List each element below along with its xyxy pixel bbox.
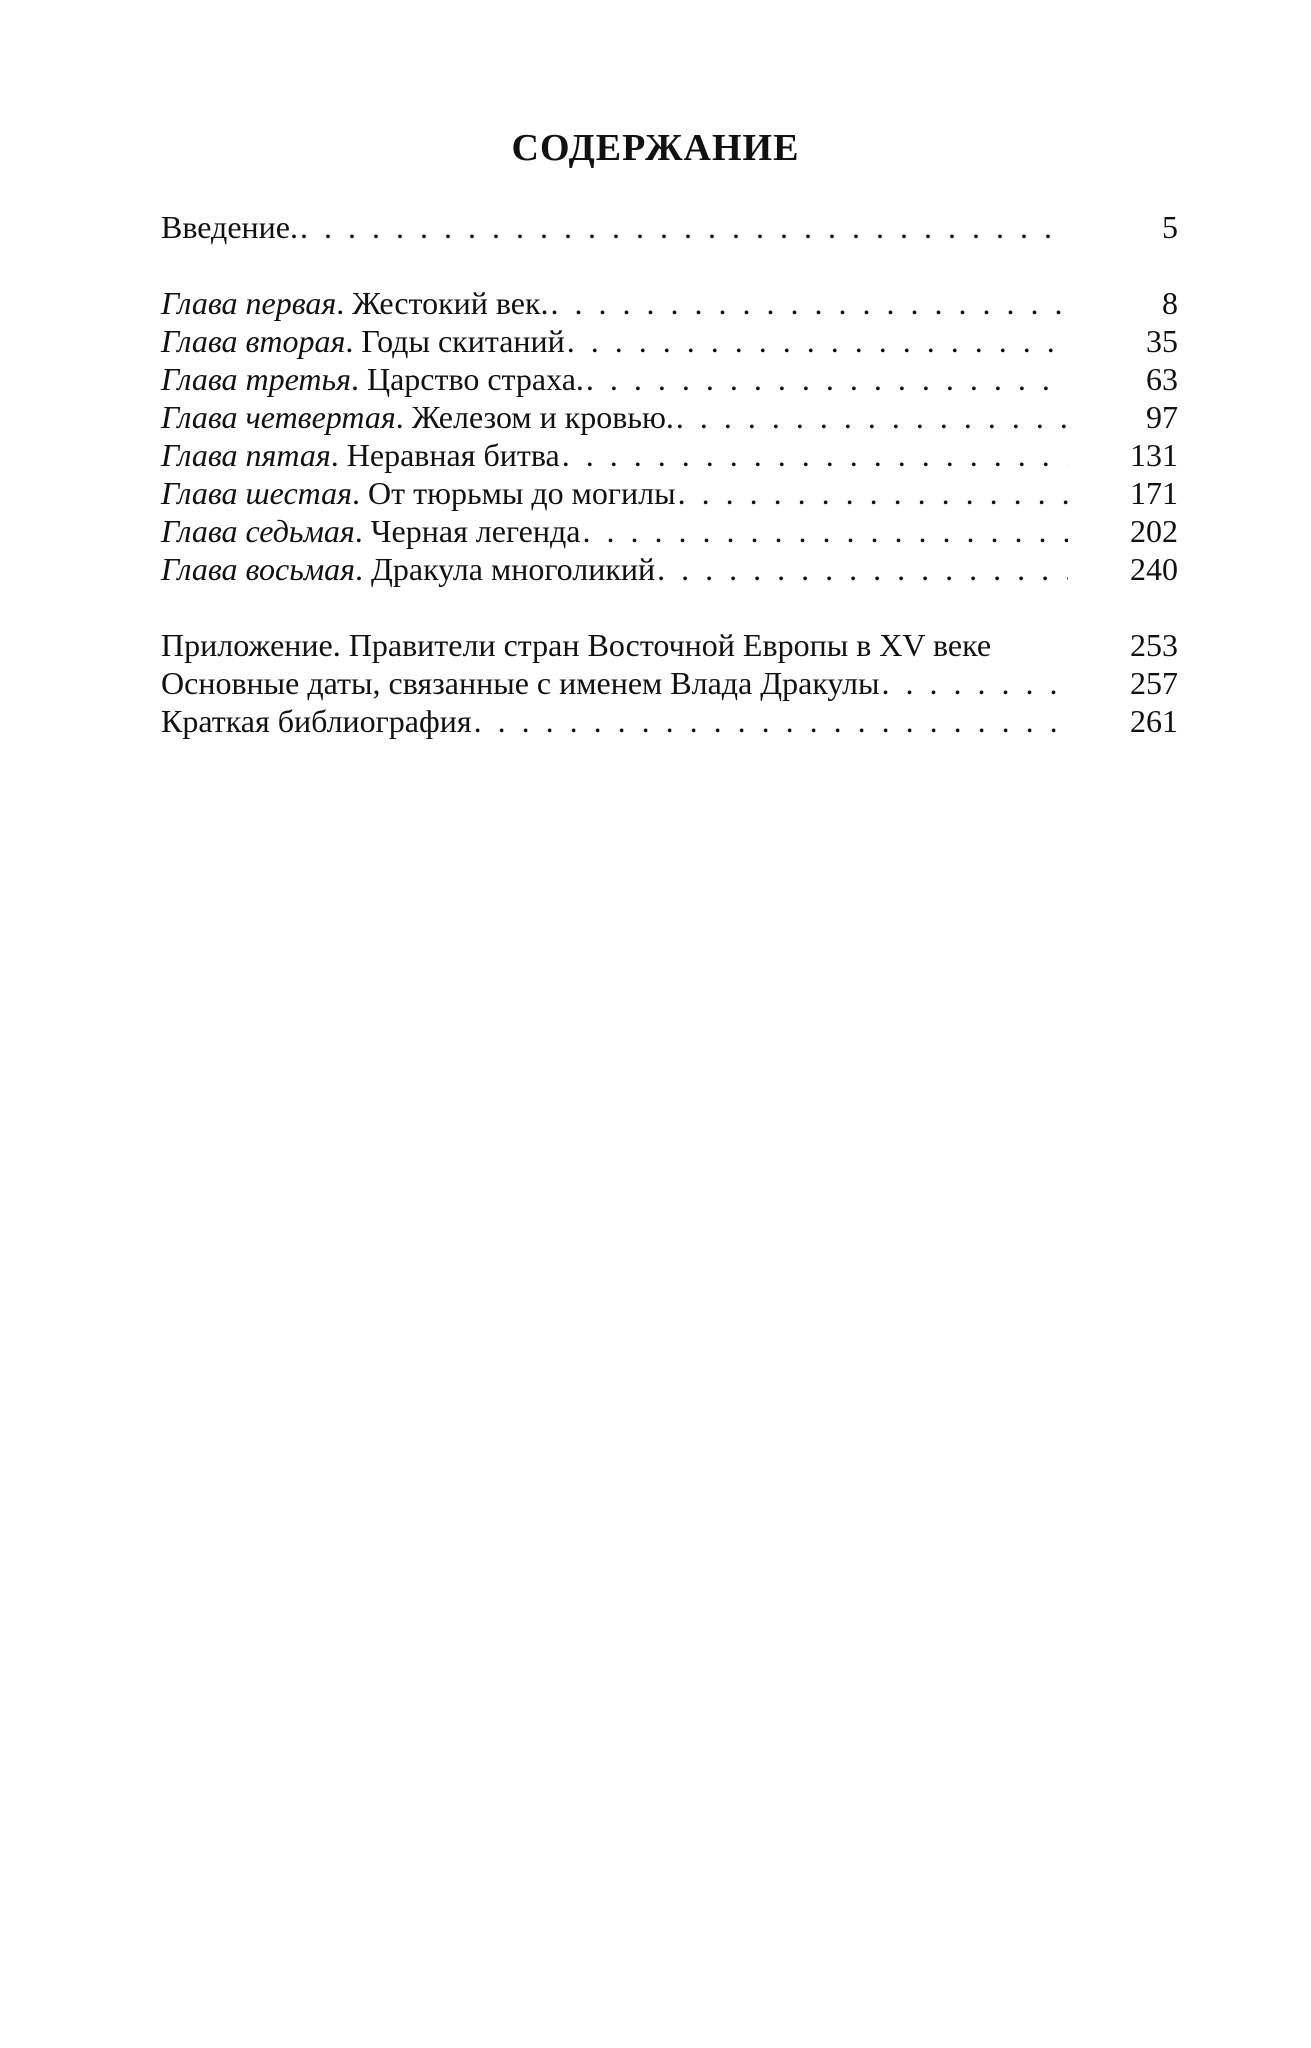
dot-leader xyxy=(674,398,1068,436)
toc-entry-label xyxy=(161,550,655,588)
toc-entry-label xyxy=(161,474,676,512)
dot-leader xyxy=(676,474,1068,512)
chapter-title: . Черная легенда xyxy=(354,513,581,549)
chapter-title: . От тюрьмы до могилы xyxy=(352,475,676,511)
toc-entry-label xyxy=(161,360,584,398)
toc-chapters-section xyxy=(161,284,1178,588)
dot-leader xyxy=(565,322,1068,360)
toc-page-number: 257 xyxy=(1130,665,1178,701)
toc-entry-chapter xyxy=(161,436,1178,474)
dot-leader xyxy=(655,550,1068,588)
dot-leader xyxy=(879,664,1068,702)
toc-intro-section xyxy=(161,208,1178,246)
chapter-ordinal: Глава пятая xyxy=(161,437,331,473)
chapter-ordinal: Глава четвертая xyxy=(161,399,396,435)
chapter-title: . Железом и кровью. xyxy=(395,399,674,435)
toc-page-number: 97 xyxy=(1146,399,1178,435)
toc-page-number: 261 xyxy=(1130,703,1178,739)
toc-page-number: 202 xyxy=(1130,513,1178,549)
toc-entry-chapter xyxy=(161,512,1178,550)
toc-entry-appendix xyxy=(161,702,1178,740)
toc-page-number: 131 xyxy=(1130,437,1178,473)
toc-entry-chapter xyxy=(161,550,1178,588)
toc-entry-chapter xyxy=(161,322,1178,360)
chapter-title: . Годы скитаний xyxy=(345,323,565,359)
toc-entry-label xyxy=(161,436,560,474)
chapter-ordinal: Глава третья xyxy=(161,361,351,397)
toc-entry-appendix xyxy=(161,626,1178,664)
toc-page-number: 35 xyxy=(1146,323,1178,359)
toc-page-number: 5 xyxy=(1162,209,1178,245)
toc-page-number: 171 xyxy=(1130,475,1178,511)
chapter-title: . Дракула многоликий xyxy=(355,551,656,587)
toc-entry-intro xyxy=(161,208,1178,246)
toc-entry-chapter xyxy=(161,474,1178,512)
toc-entry-chapter xyxy=(161,284,1178,322)
toc-entry-label: Введение. xyxy=(161,209,298,245)
toc-entry-label: Основные даты, связанные с именем Влада Дракулы xyxy=(161,665,880,701)
toc-entry-label xyxy=(161,322,565,360)
toc-page-number: 240 xyxy=(1130,551,1178,587)
chapter-ordinal: Глава первая xyxy=(161,285,337,321)
page-title: СОДЕРЖАНИЕ xyxy=(511,127,800,169)
chapter-ordinal: Глава вторая xyxy=(161,323,346,359)
dot-leader xyxy=(584,360,1068,398)
dot-leader xyxy=(549,284,1068,322)
dot-leader xyxy=(560,436,1068,474)
chapter-ordinal: Глава восьмая xyxy=(161,551,356,587)
toc-page-number: 63 xyxy=(1146,361,1178,397)
chapter-ordinal: Глава седьмая xyxy=(161,513,355,549)
toc-entry-label: Краткая библиография xyxy=(161,703,472,739)
dot-leader xyxy=(298,208,1068,246)
chapter-title: . Царство страха. xyxy=(350,361,584,397)
toc-entry-chapter xyxy=(161,398,1178,436)
toc-entry-label xyxy=(161,512,580,550)
toc-entry-appendix xyxy=(161,664,1178,702)
toc-page-number: 8 xyxy=(1162,285,1178,321)
dot-leader xyxy=(580,512,1068,550)
chapter-title: . Жестокий век. xyxy=(336,285,549,321)
toc-entry-chapter xyxy=(161,360,1178,398)
chapter-title: . Неравная битва xyxy=(330,437,560,473)
toc-entry-label: Приложение. Правители стран Восточной Европы в XV веке xyxy=(161,627,992,663)
toc-page-number: 253 xyxy=(1130,627,1178,663)
toc-appendix-section xyxy=(161,626,1178,740)
toc-entry-label xyxy=(161,284,549,322)
dot-leader xyxy=(472,702,1068,740)
toc-entry-label xyxy=(161,398,674,436)
chapter-ordinal: Глава шестая xyxy=(161,475,353,511)
